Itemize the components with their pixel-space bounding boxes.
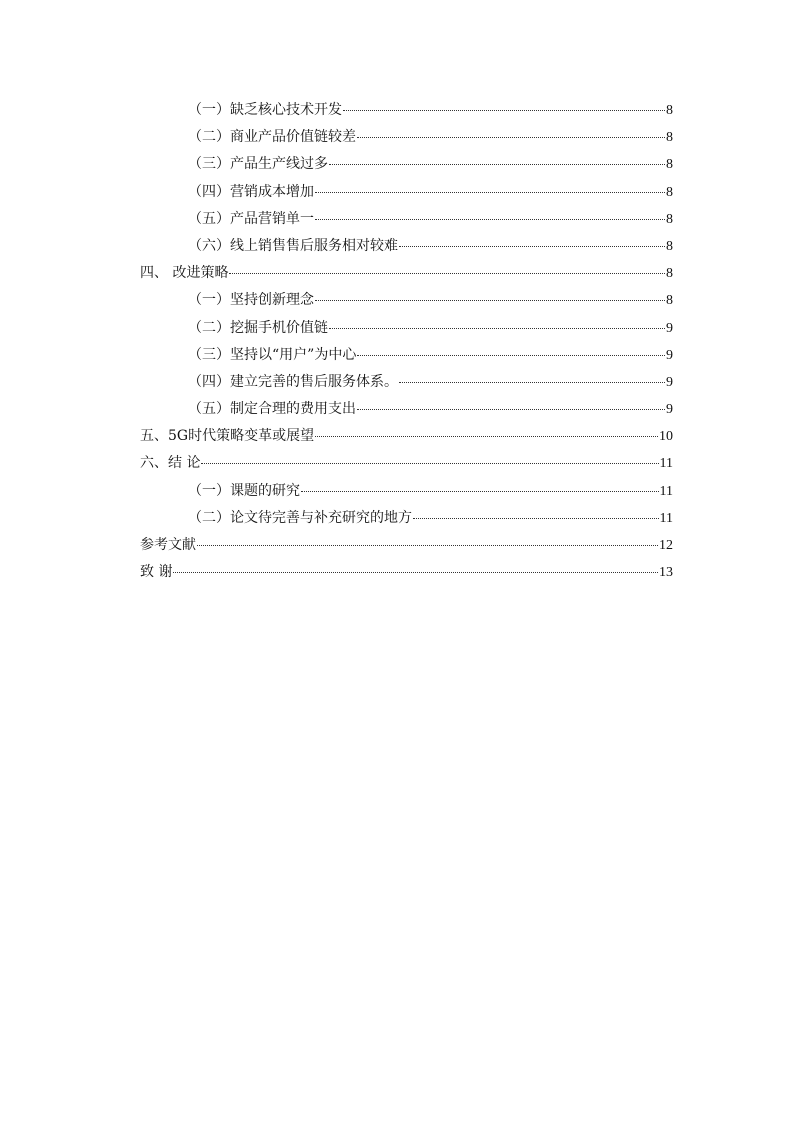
toc-entry-page: 11	[659, 510, 673, 526]
toc-entry-page: 8	[666, 103, 673, 118]
toc-entry-title: 参考文献	[140, 537, 196, 553]
toc-entry-title: 五、5G时代策略变革或展望	[140, 428, 315, 445]
toc-leader-dots	[173, 572, 658, 573]
toc-entry-page: 8	[666, 184, 673, 200]
toc-entry-title: （五）制定合理的费用支出	[188, 401, 356, 418]
toc-entry[interactable]	[140, 124, 673, 151]
toc-leader-dots	[315, 436, 658, 437]
toc-entry-title: （四）建立完善的售后服务体系。	[188, 373, 398, 390]
toc-entry-page: 8	[666, 130, 673, 146]
toc-leader-dots	[315, 219, 665, 220]
toc-entry[interactable]	[140, 369, 673, 396]
toc-leader-dots	[343, 110, 665, 111]
toc-entry-page: 12	[659, 538, 673, 553]
toc-entry-page: 11	[659, 483, 673, 499]
toc-leader-dots	[357, 355, 665, 356]
toc-leader-dots	[301, 491, 659, 492]
toc-entry-title: （三）坚持以“用户”为中心	[188, 346, 357, 363]
toc-entry-title: （二）挖掘手机价值链	[188, 319, 328, 336]
toc-entry-title: （四）营销成本增加	[188, 183, 314, 200]
toc-entry-title: （二）商业产品价值链较差	[188, 129, 356, 146]
toc-leader-dots	[315, 300, 665, 301]
toc-entry[interactable]	[140, 396, 673, 423]
toc-entry-title: （二）论文待完善与补充研究的地方	[188, 509, 412, 526]
toc-entry-title: （一）坚持创新理念	[188, 292, 314, 309]
toc-entry-page: 9	[666, 374, 673, 390]
toc-leader-dots	[357, 137, 665, 138]
toc-entry[interactable]	[140, 151, 673, 178]
toc-leader-dots	[201, 463, 658, 464]
toc-entry[interactable]	[140, 505, 673, 532]
toc-entry-page: 8	[666, 157, 673, 173]
toc-entry-page: 13	[659, 565, 673, 581]
toc-entry-title: 六、结 论	[140, 455, 201, 472]
toc-entry-title: （一）课题的研究	[188, 482, 300, 499]
toc-entry[interactable]	[140, 315, 673, 342]
toc-leader-dots	[329, 164, 665, 165]
toc-entry-page: 8	[666, 211, 673, 227]
toc-entry-title: 致 谢	[140, 564, 173, 581]
toc-entry[interactable]	[140, 478, 673, 505]
toc-entry-page: 9	[666, 347, 673, 363]
toc-leader-dots	[399, 382, 665, 383]
toc-entry-page: 9	[666, 320, 673, 336]
toc-entry-page: 9	[666, 402, 673, 418]
toc-entry[interactable]	[140, 233, 673, 260]
toc-entry[interactable]	[140, 97, 673, 124]
toc-entry[interactable]	[140, 423, 673, 450]
toc-leader-dots	[413, 518, 659, 519]
toc-entry-title: （六）线上销售售后服务相对较难	[188, 237, 398, 254]
toc-entry[interactable]	[140, 206, 673, 233]
toc-entry-page: 8	[666, 238, 673, 254]
toc-entry[interactable]	[140, 450, 673, 477]
toc-entry-page: 8	[666, 266, 673, 282]
toc-leader-dots	[229, 273, 665, 274]
toc-entry[interactable]	[140, 260, 673, 287]
toc-entry-title: 四、 改进策略	[140, 265, 229, 282]
toc-entry-title: （五）产品营销单一	[188, 210, 314, 227]
toc-entry-page: 8	[666, 293, 673, 309]
toc-leader-dots	[357, 409, 665, 410]
toc-entry-page: 10	[659, 429, 673, 445]
toc-entry-title: （一）缺乏核心技术开发	[188, 102, 342, 118]
toc-entry[interactable]	[140, 559, 673, 586]
toc-entry[interactable]	[140, 287, 673, 314]
toc-leader-dots	[329, 328, 665, 329]
toc-entry-title: （三）产品生产线过多	[188, 156, 328, 173]
toc-leader-dots	[197, 545, 658, 546]
table-of-contents	[140, 97, 673, 586]
toc-entry[interactable]	[140, 342, 673, 369]
toc-leader-dots	[399, 246, 665, 247]
toc-entry[interactable]	[140, 179, 673, 206]
toc-entry[interactable]	[140, 532, 673, 559]
toc-leader-dots	[315, 192, 665, 193]
toc-entry-page: 11	[659, 456, 673, 472]
